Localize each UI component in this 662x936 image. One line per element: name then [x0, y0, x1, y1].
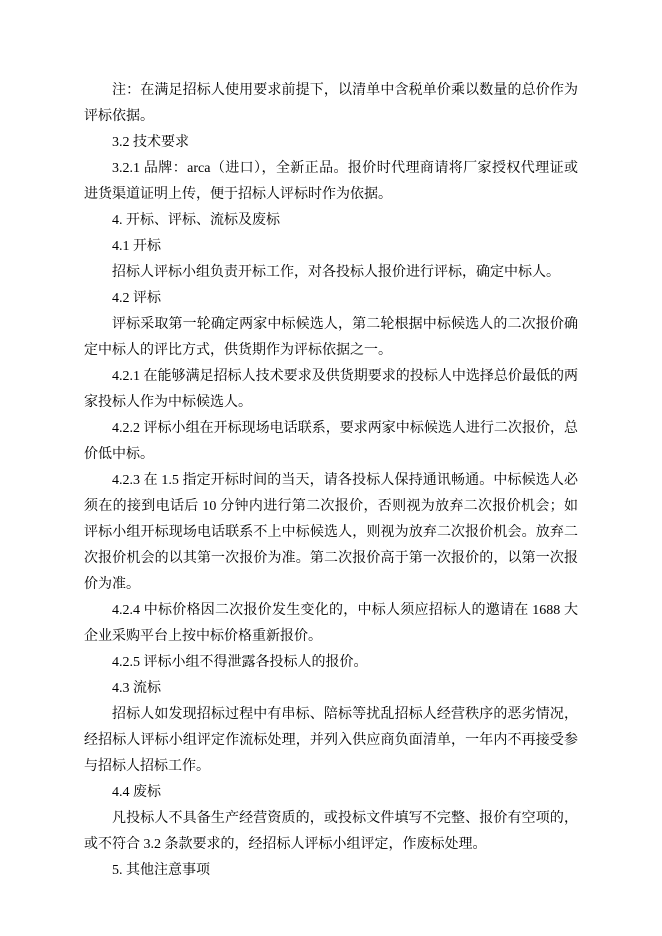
paragraph: 4.2.5 评标小组不得泄露各投标人的报价。: [112, 655, 368, 670]
paragraph: 4.2.3 在 1.5 指定开标时间的当天，请各投标人保持通讯畅通。中标候选人必须在的接到电话后 10 分钟内进行第二次报价，否则视为放弃二次报价机会；如评标小组开标现场电话联系不上中标候选人，则视为放弃二次报价机会。放弃二次报价机会的以其第一次报价为准。第二次报价高于第一次报价的，以第一次报价为准。: [84, 473, 578, 592]
paragraph: 招标人如发现招标过程中有串标、陪标等扰乱招标人经营秩序的恶劣情况，经招标人评标小组评定作流标处理，并列入供应商负面清单，一年内不再接受参与招标人招标工作。: [84, 707, 578, 774]
paragraph: 4.2.4 中标价格因二次报价发生变化的，中标人须应招标人的邀请在 1688 大企业采购平台上按中标价格重新报价。: [84, 603, 578, 644]
paragraph: 3.2.1 品牌：arca（进口），全新正品。报价时代理商请将厂家授权代理证或进货渠道证明上传，便于招标人评标时作为依据。: [84, 161, 578, 202]
paragraph: 5. 其他注意事项: [112, 863, 210, 878]
paragraph: 3.2 技术要求: [112, 135, 189, 150]
paragraph: 4.3 流标: [112, 681, 161, 696]
paragraph: 4.2.1 在能够满足招标人技术要求及供货期要求的投标人中选择总价最低的两家投标人作为中标候选人。: [84, 369, 578, 410]
paragraph: 4.2.2 评标小组在开标现场电话联系，要求两家中标候选人进行二次报价，总价低中标。: [84, 421, 578, 462]
paragraph: 4.2 评标: [112, 291, 161, 306]
paragraph: 4. 开标、评标、流标及废标: [112, 213, 280, 228]
paragraph: 注：在满足招标人使用要求前提下，以清单中含税单价乘以数量的总价作为评标依据。: [84, 83, 578, 124]
paragraph: 凡投标人不具备生产经营资质的，或投标文件填写不完整、报价有空项的，或不符合 3.2 条款要求的，经招标人评标小组评定，作废标处理。: [84, 811, 578, 852]
paragraph: 招标人评标小组负责开标工作，对各投标人报价进行评标，确定中标人。: [112, 265, 560, 280]
document-body: [84, 78, 578, 884]
paragraph: 4.4 废标: [112, 785, 161, 800]
paragraph: 评标采取第一轮确定两家中标候选人，第二轮根据中标候选人的二次报价确定中标人的评比方式，供货期作为评标依据之一。: [84, 317, 578, 358]
paragraph: 4.1 开标: [112, 239, 161, 254]
